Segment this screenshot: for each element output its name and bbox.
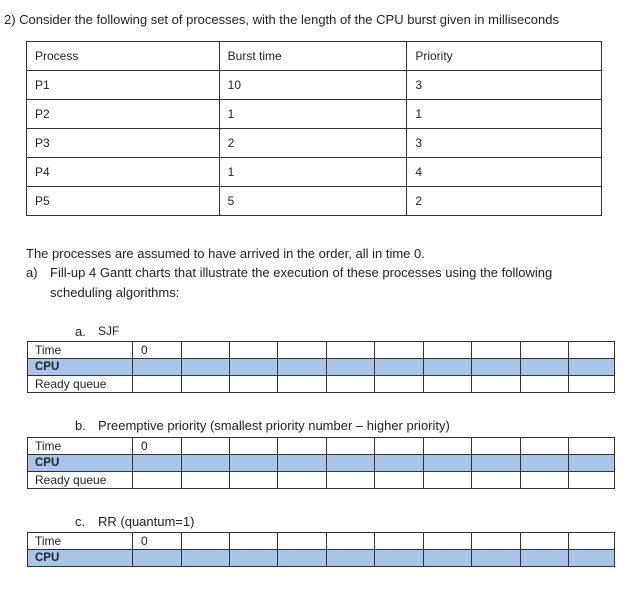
gantt-cell xyxy=(133,455,182,472)
gantt-cell xyxy=(230,455,278,472)
priority-cell: 2 xyxy=(407,187,602,216)
ready-queue-row xyxy=(28,376,615,393)
gantt-cell xyxy=(472,359,521,376)
gantt-cell xyxy=(375,533,424,550)
gantt-cell xyxy=(327,359,375,376)
start-time-cell: 0 xyxy=(133,533,182,550)
row-label: CPU xyxy=(28,359,133,376)
row-label: CPU xyxy=(28,550,133,567)
row-label: Time xyxy=(28,438,133,455)
gantt-cell xyxy=(375,359,424,376)
gantt-cell xyxy=(278,438,327,455)
gantt-cell xyxy=(230,359,278,376)
table-row xyxy=(27,100,602,129)
process-cell: P1 xyxy=(27,71,220,100)
row-label: Time xyxy=(28,342,133,359)
gantt-cell xyxy=(133,550,182,567)
gantt-cell xyxy=(424,342,472,359)
gantt-cell xyxy=(375,455,424,472)
gantt-cell xyxy=(230,342,278,359)
gantt-cell xyxy=(327,438,375,455)
burst-cell: 1 xyxy=(219,158,407,187)
gantt-cell xyxy=(472,472,521,489)
gantt-cell xyxy=(472,455,521,472)
gantt-cell xyxy=(278,455,327,472)
ready-queue-row xyxy=(28,472,615,489)
gantt-cell xyxy=(424,455,472,472)
table-row xyxy=(27,187,602,216)
priority-cell: 3 xyxy=(407,129,602,158)
gantt-cell xyxy=(424,472,472,489)
gantt-cell xyxy=(278,359,327,376)
table-row xyxy=(27,71,602,100)
cpu-row xyxy=(28,550,615,567)
gantt-cell xyxy=(327,550,375,567)
gantt-cell xyxy=(133,376,182,393)
chart-c-marker: c. xyxy=(75,514,86,529)
gantt-cell xyxy=(424,376,472,393)
gantt-cell xyxy=(521,550,569,567)
cpu-row xyxy=(28,455,615,472)
gantt-cell xyxy=(327,342,375,359)
gantt-cell xyxy=(375,472,424,489)
gantt-cell xyxy=(230,550,278,567)
start-time-cell: 0 xyxy=(133,342,182,359)
table-row xyxy=(27,158,602,187)
process-cell: P4 xyxy=(27,158,220,187)
gantt-cell xyxy=(472,342,521,359)
gantt-cell xyxy=(569,455,615,472)
priority-cell: 1 xyxy=(407,100,602,129)
gantt-cell xyxy=(521,455,569,472)
arrival-note: The processes are assumed to have arrived in the order, all in time 0. xyxy=(26,246,425,261)
gantt-cell xyxy=(472,550,521,567)
gantt-cell xyxy=(327,455,375,472)
gantt-cell xyxy=(182,342,230,359)
row-label: CPU xyxy=(28,455,133,472)
process-cell: P2 xyxy=(27,100,220,129)
gantt-cell xyxy=(521,438,569,455)
start-time-cell: 0 xyxy=(133,438,182,455)
gantt-cell xyxy=(569,376,615,393)
burst-cell: 2 xyxy=(219,129,407,158)
burst-cell: 10 xyxy=(219,71,407,100)
gantt-cell xyxy=(182,472,230,489)
gantt-cell xyxy=(569,438,615,455)
gantt-cell xyxy=(182,438,230,455)
header-priority: Priority xyxy=(407,42,602,71)
gantt-cell xyxy=(375,342,424,359)
part-a-marker: a) xyxy=(26,265,38,280)
gantt-cell xyxy=(424,359,472,376)
gantt-cell xyxy=(424,438,472,455)
gantt-cell xyxy=(424,533,472,550)
burst-cell: 1 xyxy=(219,100,407,129)
sjf-gantt-chart xyxy=(27,341,615,393)
time-row xyxy=(28,533,615,550)
gantt-cell xyxy=(375,438,424,455)
time-row xyxy=(28,438,615,455)
gantt-cell xyxy=(569,359,615,376)
row-label: Ready queue xyxy=(28,376,133,393)
gantt-cell xyxy=(278,533,327,550)
burst-cell: 5 xyxy=(219,187,407,216)
row-label: Ready queue xyxy=(28,472,133,489)
priority-cell: 4 xyxy=(407,158,602,187)
table-row xyxy=(27,129,602,158)
gantt-cell xyxy=(133,359,182,376)
chart-a-marker: a. xyxy=(75,324,86,339)
gantt-cell xyxy=(182,376,230,393)
gantt-cell xyxy=(327,376,375,393)
gantt-cell xyxy=(230,533,278,550)
gantt-cell xyxy=(278,472,327,489)
gantt-cell xyxy=(569,342,615,359)
row-label: Time xyxy=(28,533,133,550)
priority-gantt-chart xyxy=(27,437,615,489)
header-burst-time: Burst time xyxy=(219,42,407,71)
chart-a-title: SJF xyxy=(98,324,120,338)
gantt-cell xyxy=(230,376,278,393)
gantt-cell xyxy=(182,455,230,472)
chart-b-marker: b. xyxy=(75,418,86,433)
gantt-cell xyxy=(569,472,615,489)
process-cell: P3 xyxy=(27,129,220,158)
gantt-cell xyxy=(569,550,615,567)
cpu-row xyxy=(28,359,615,376)
gantt-cell xyxy=(182,533,230,550)
part-a-text-line1: Fill-up 4 Gantt charts that illustrate the execution of these processes using the following xyxy=(50,265,553,280)
gantt-cell xyxy=(182,550,230,567)
gantt-cell xyxy=(521,533,569,550)
gantt-cell xyxy=(278,550,327,567)
question-title: 2) Consider the following set of processes, with the length of the CPU burst given in milliseconds xyxy=(4,12,559,27)
gantt-cell xyxy=(424,550,472,567)
gantt-cell xyxy=(472,376,521,393)
rr-gantt-chart xyxy=(27,532,615,567)
process-table-header xyxy=(27,42,602,71)
gantt-cell xyxy=(521,359,569,376)
process-table xyxy=(26,41,602,216)
chart-c-title: RR (quantum=1) xyxy=(98,514,195,529)
gantt-cell xyxy=(182,359,230,376)
chart-b-title: Preemptive priority (smallest priority number – higher priority) xyxy=(98,418,450,433)
gantt-cell xyxy=(133,472,182,489)
gantt-cell xyxy=(375,376,424,393)
gantt-cell xyxy=(375,550,424,567)
gantt-cell xyxy=(230,438,278,455)
gantt-cell xyxy=(521,376,569,393)
gantt-cell xyxy=(569,533,615,550)
gantt-cell xyxy=(472,533,521,550)
gantt-cell xyxy=(327,472,375,489)
gantt-cell xyxy=(521,472,569,489)
gantt-cell xyxy=(472,438,521,455)
gantt-cell xyxy=(327,533,375,550)
gantt-cell xyxy=(278,342,327,359)
header-process: Process xyxy=(27,42,220,71)
priority-cell: 3 xyxy=(407,71,602,100)
process-cell: P5 xyxy=(27,187,220,216)
gantt-cell xyxy=(521,342,569,359)
gantt-cell xyxy=(230,472,278,489)
time-row xyxy=(28,342,615,359)
part-a-text-line2: scheduling algorithms: xyxy=(50,285,180,300)
gantt-cell xyxy=(278,376,327,393)
